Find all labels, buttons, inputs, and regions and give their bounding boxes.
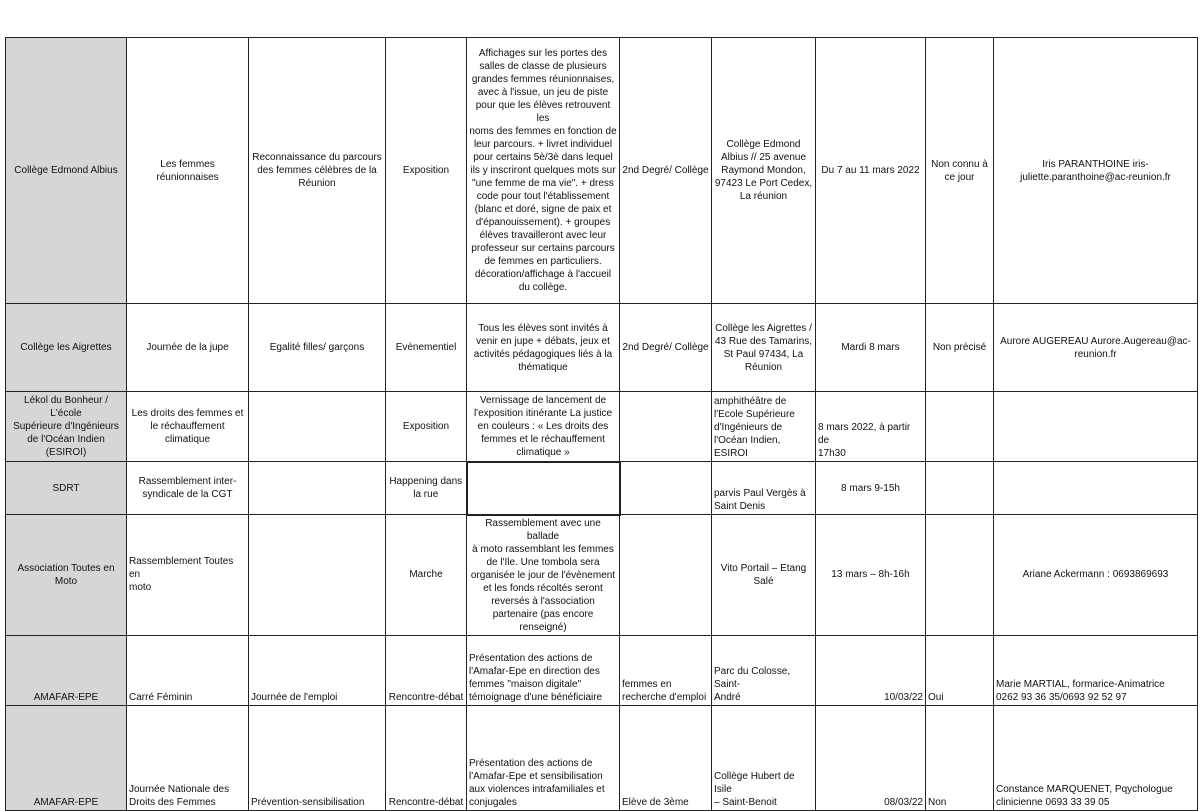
cell-organisme: Collège les Aigrettes <box>6 304 127 392</box>
cell-organisme: SDRT <box>6 462 127 515</box>
cell-contact <box>994 462 1198 515</box>
cell-statut <box>926 515 994 636</box>
cell-statut <box>926 392 994 462</box>
cell-type: Happening dans la rue <box>386 462 467 515</box>
cell-description: Présentation des actions de l'Amafar-Epe en direction des femmes "maison digitale" témoignage d'une bénéficiaire <box>467 635 620 705</box>
cell-lieu: amphithéâtre de l'Ecole Supérieure d'Ingénieurs de l'Océan Indien, ESIROI <box>712 392 816 462</box>
cell-organisme: Association Toutes en Moto <box>6 515 127 636</box>
cell-organisme: AMAFAR-EPE <box>6 705 127 810</box>
table-row <box>6 635 1198 705</box>
cell-contact: Marie MARTIAL, formarice-Animatrice 0262 93 36 35/0693 92 52 97 <box>994 635 1198 705</box>
cell-description: Présentation des actions de l'Amafar-Epe et sensibilisation aux violences intrafamiliales et conjugales <box>467 705 620 810</box>
cell-contact <box>994 392 1198 462</box>
cell-date: 08/03/22 <box>816 705 926 810</box>
table-row <box>6 462 1198 515</box>
cell-titre: Les droits des femmes et le réchauffement climatique <box>127 392 249 462</box>
table-row <box>6 705 1198 810</box>
cell-titre: Journée Nationale des Droits des Femmes <box>127 705 249 810</box>
cell-statut: Non précisé <box>926 304 994 392</box>
cell-description: Affichages sur les portes des salles de classe de plusieurs grandes femmes réunionnaises, avec à l'issue, un jeu de piste pour que les élèves retrouvent les noms des femmes en fonction de leur parcours. + livret individuel pour certains 5è/3è dans lequel ils y inscriront quelques mots sur "une femme de ma vie". + dress code pour tout l'établissement (blanc et doré, signe de paix et d'épanouissement). + groupes élèves travailleront avec leur professeur sur certains parcours de femmes en particuliers. décoration/affichage à l'accueil du collège. <box>467 38 620 304</box>
cell-date: 10/03/22 <box>816 635 926 705</box>
cell-titre: Les femmes réunionnaises <box>127 38 249 304</box>
table-row <box>6 515 1198 636</box>
cell-organisme: AMAFAR-EPE <box>6 635 127 705</box>
cell-type: Exposition <box>386 392 467 462</box>
cell-description <box>467 462 620 515</box>
cell-description: Rassemblement avec une ballade à moto rassemblant les femmes de l'Ile. Une tombola sera organisée le jour de l'évènement et les fonds récoltés seront reversés à l'association partenaire (pas encore renseigné) <box>467 515 620 636</box>
cell-titre: Journée de la jupe <box>127 304 249 392</box>
cell-date: 13 mars – 8h-16h <box>816 515 926 636</box>
cell-contact: Ariane Ackermann : 0693869693 <box>994 515 1198 636</box>
table-row <box>6 304 1198 392</box>
cell-titre: Carré Féminin <box>127 635 249 705</box>
cell-date: 8 mars 9-15h <box>816 462 926 515</box>
cell-thematique <box>249 515 386 636</box>
cell-lieu: Vito Portail – Etang Salé <box>712 515 816 636</box>
cell-lieu: Collège les Aigrettes / 43 Rue des Tamarins, St Paul 97434, La Réunion <box>712 304 816 392</box>
cell-type: Exposition <box>386 38 467 304</box>
cell-type: Marche <box>386 515 467 636</box>
cell-public <box>620 462 712 515</box>
cell-public: 2nd Degré/ Collège <box>620 38 712 304</box>
cell-lieu: parvis Paul Vergès à Saint Denis <box>712 462 816 515</box>
cell-statut: Non <box>926 705 994 810</box>
cell-organisme: Lékol du Bonheur / L'école Supérieure d'Ingénieurs de l'Océan Indien (ESIROI) <box>6 392 127 462</box>
cell-public: Elève de 3ème <box>620 705 712 810</box>
cell-thematique: Prévention-sensibilisation <box>249 705 386 810</box>
cell-statut <box>926 462 994 515</box>
cell-organisme: Collège Edmond Albius <box>6 38 127 304</box>
cell-lieu: Parc du Colosse, Saint- André <box>712 635 816 705</box>
table-row <box>6 38 1198 304</box>
cell-thematique: Journée de l'emploi <box>249 635 386 705</box>
cell-description: Tous les élèves sont invités à venir en jupe + débats, jeux et activités pédagogiques liés à la thématique <box>467 304 620 392</box>
cell-public: femmes en recherche d'emploi <box>620 635 712 705</box>
cell-date: Mardi 8 mars <box>816 304 926 392</box>
cell-lieu: Collège Edmond Albius // 25 avenue Raymond Mondon, 97423 Le Port Cedex, La réunion <box>712 38 816 304</box>
cell-type: Rencontre-débat <box>386 635 467 705</box>
cell-date: Du 7 au 11 mars 2022 <box>816 38 926 304</box>
cell-thematique: Egalité filles/ garçons <box>249 304 386 392</box>
cell-date: 8 mars 2022, à partir de 17h30 <box>816 392 926 462</box>
cell-type: Evènementiel <box>386 304 467 392</box>
cell-public <box>620 515 712 636</box>
cell-thematique: Reconnaissance du parcours des femmes célèbres de la Réunion <box>249 38 386 304</box>
table-row <box>6 392 1198 462</box>
cell-public <box>620 392 712 462</box>
cell-public: 2nd Degré/ Collège <box>620 304 712 392</box>
cell-titre: Rassemblement Toutes en moto <box>127 515 249 636</box>
cell-type: Rencontre-débat <box>386 705 467 810</box>
cell-statut: Non connu à ce jour <box>926 38 994 304</box>
cell-statut: Oui <box>926 635 994 705</box>
cell-contact: Constance MARQUENET, Pqychologue clinicienne 0693 33 39 05 <box>994 705 1198 810</box>
cell-contact: Aurore AUGEREAU Aurore.Augereau@ac- reunion.fr <box>994 304 1198 392</box>
cell-lieu: Collège Hubert de Isile – Saint-Benoit <box>712 705 816 810</box>
cell-contact: Iris PARANTHOINE iris- juliette.paranthoine@ac-reunion.fr <box>994 38 1198 304</box>
cell-titre: Rassemblement inter- syndicale de la CGT <box>127 462 249 515</box>
events-table <box>5 37 1198 811</box>
cell-thematique <box>249 392 386 462</box>
cell-description: Vernissage de lancement de l'exposition itinérante La justice en couleurs : « Les droits des femmes et le réchauffement climatique » <box>467 392 620 462</box>
cell-thematique <box>249 462 386 515</box>
